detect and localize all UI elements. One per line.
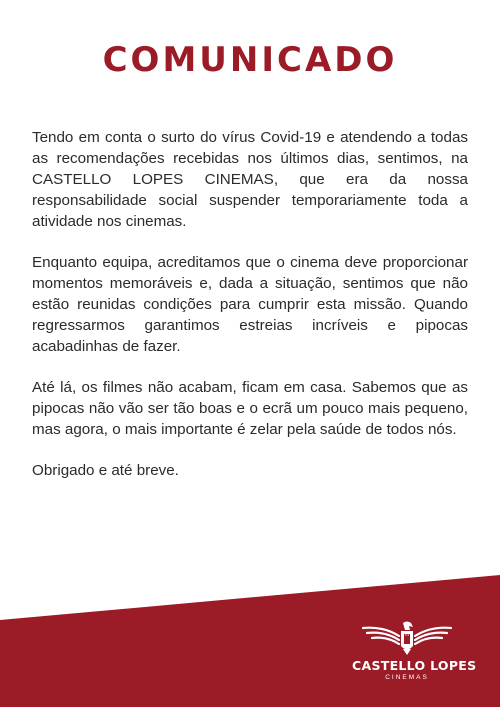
paragraph-2: Enquanto equipa, acreditamos que o cinema deve proporcionar momentos memoráveis e, dada a situação, sentimos que não estão reunidas condições para cumprir esta missão. Quando regressarmos garantimos estreias incríveis e pipocas acabadinhas de fazer. <box>32 254 468 355</box>
paragraph-1: Tendo em conta o surto do vírus Covid-19 e atendendo a todas as recomendações recebidas nos últimos dias, sentimos, na CASTELLO LOPES CINEMAS, que era da nossa responsabilidade social suspender temporariamente toda a atividade nos cinemas. <box>32 129 468 230</box>
page-title: COMUNICADO <box>102 40 398 80</box>
announcement-body <box>32 127 468 501</box>
brand-subtitle: CINEMAS <box>385 674 429 681</box>
brand-name: CASTELLO LOPES <box>352 658 477 673</box>
eagle-logo-icon <box>361 620 453 656</box>
paragraph-4: Obrigado e até breve. <box>32 462 179 479</box>
paragraph-3: Até lá, os filmes não acabam, ficam em casa. Sabemos que as pipocas não vão ser tão boas e o ecrã um pouco mais pequeno, mas agora, o mais importante é zelar pela saúde de todos nós. <box>32 379 468 438</box>
brand-logo <box>352 620 477 681</box>
